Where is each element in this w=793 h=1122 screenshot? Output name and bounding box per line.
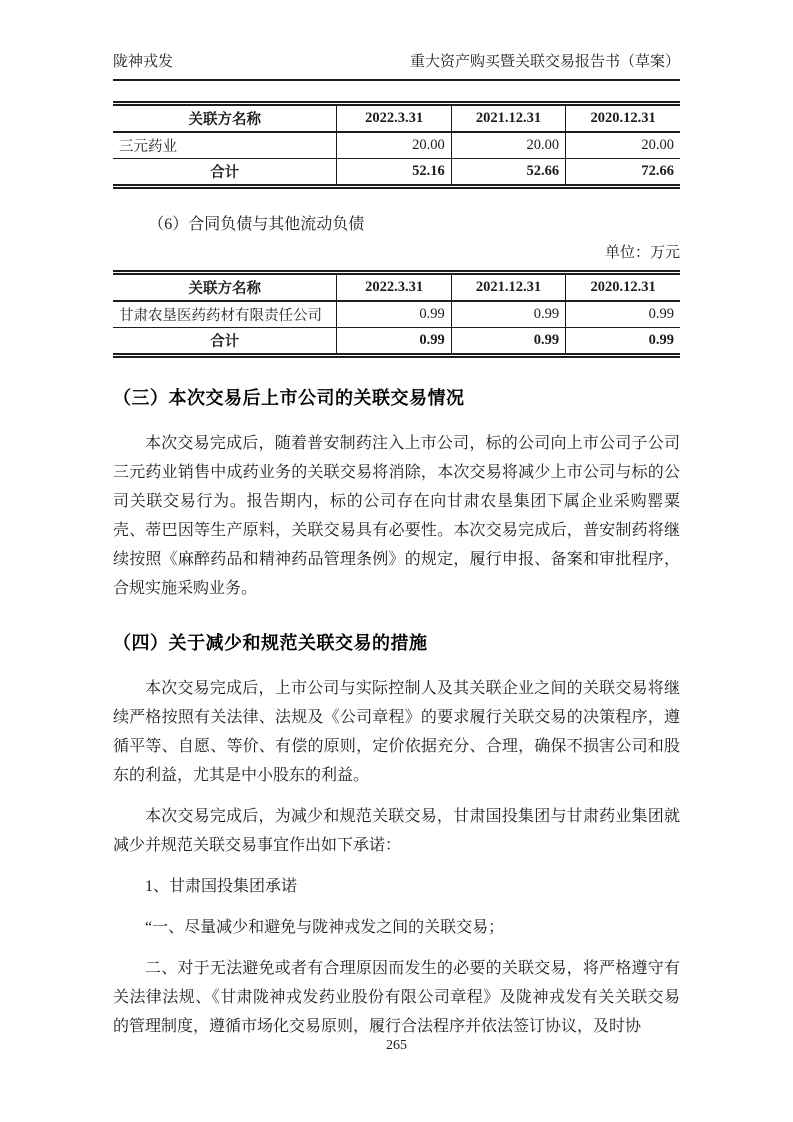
table-header-row: [113, 104, 680, 133]
related-party-table-2: [113, 270, 680, 358]
section-3-paragraph: 本次交易完成后，随着普安制药注入上市公司，标的公司向上市公司子公司三元药业销售中成药业务的关联交易将消除，本次交易将减少上市公司与标的公司关联交易行为。报告期内，标的公司存在向甘肃农垦集团下属企业采购罂粟壳、蒂巴因等生产原料，关联交易具有必要性。本次交易完成后，普安制药将继续按照《麻醉药品和精神药品管理条例》的规定，履行申报、备案和审批程序，合规实施采购业务。: [113, 435, 680, 597]
table-header-row: [113, 273, 680, 302]
related-party-table-1: [113, 101, 680, 189]
section-4-heading: （四）关于减少和规范关联交易的措施: [113, 633, 428, 653]
running-header: [113, 50, 680, 81]
value-cell: 20.00: [451, 132, 565, 159]
total-label-cell: 合计: [113, 328, 337, 356]
column-header-date-2: 2021.12.31: [451, 273, 565, 302]
table-row: [113, 301, 680, 328]
column-header-date-1: 2022.3.31: [337, 273, 451, 302]
value-cell: 0.99: [566, 301, 680, 328]
table-total-row: [113, 159, 680, 187]
total-value-cell: 0.99: [566, 328, 680, 356]
column-header-date-3: 2020.12.31: [566, 104, 680, 133]
table-row: [113, 132, 680, 159]
column-header-date-3: 2020.12.31: [566, 273, 680, 302]
total-value-cell: 52.66: [451, 159, 565, 187]
value-cell: 0.99: [451, 301, 565, 328]
page-number: 265: [386, 1038, 407, 1053]
section-4-paragraph-1: 本次交易完成后，上市公司与实际控制人及其关联企业之间的关联交易将继续严格按照有关法律、法规及《公司章程》的要求履行关联交易的决策程序，遵循平等、自愿、等价、有偿的原则，定价依据充分、合理，确保不损害公司和股东的利益，尤其是中小股东的利益。: [113, 680, 680, 784]
section-4-list-item-1: 1、甘肃国投集团承诺: [145, 878, 298, 895]
section-4-paragraph-2: 本次交易完成后，为减少和规范关联交易，甘肃国投集团与甘肃药业集团就减少并规范关联交易事宜作出如下承诺：: [113, 808, 680, 854]
column-header-date-2: 2021.12.31: [451, 104, 565, 133]
party-name-cell: 甘肃农垦医药药材有限责任公司: [113, 301, 337, 328]
total-value-cell: 72.66: [566, 159, 680, 187]
header-report-title: 重大资产购买暨关联交易报告书（草案）: [409, 54, 680, 70]
header-company-name: 陇神戎发: [113, 54, 174, 70]
party-name-cell: 三元药业: [113, 132, 337, 159]
unit-label: 单位：万元: [604, 245, 680, 261]
value-cell: 0.99: [337, 301, 451, 328]
total-value-cell: 0.99: [337, 328, 451, 356]
total-label-cell: 合计: [113, 159, 337, 187]
column-header-party-name: 关联方名称: [113, 104, 337, 133]
section-4-commitment-2: 二、对于无法避免或者有合理原因而发生的必要的关联交易，将严格遵守有关法律法规、《甘肃陇神戎发药业股份有限公司章程》及陇神戎发有关关联交易的管理制度，遵循市场化交易原则，履行合法程序并依法签订协议，及时协: [113, 960, 680, 1035]
total-value-cell: 0.99: [451, 328, 565, 356]
column-header-party-name: 关联方名称: [113, 273, 337, 302]
table-total-row: [113, 328, 680, 356]
section-3-heading: （三）本次交易后上市公司的关联交易情况: [113, 388, 465, 408]
value-cell: 20.00: [337, 132, 451, 159]
column-header-date-1: 2022.3.31: [337, 104, 451, 133]
subsection-6-title: （6）合同负债与其他流动负债: [148, 216, 365, 233]
total-value-cell: 52.16: [337, 159, 451, 187]
value-cell: 20.00: [566, 132, 680, 159]
section-4-commitment-1: “一、尽量减少和避免与陇神戎发之间的关联交易；: [145, 919, 505, 936]
